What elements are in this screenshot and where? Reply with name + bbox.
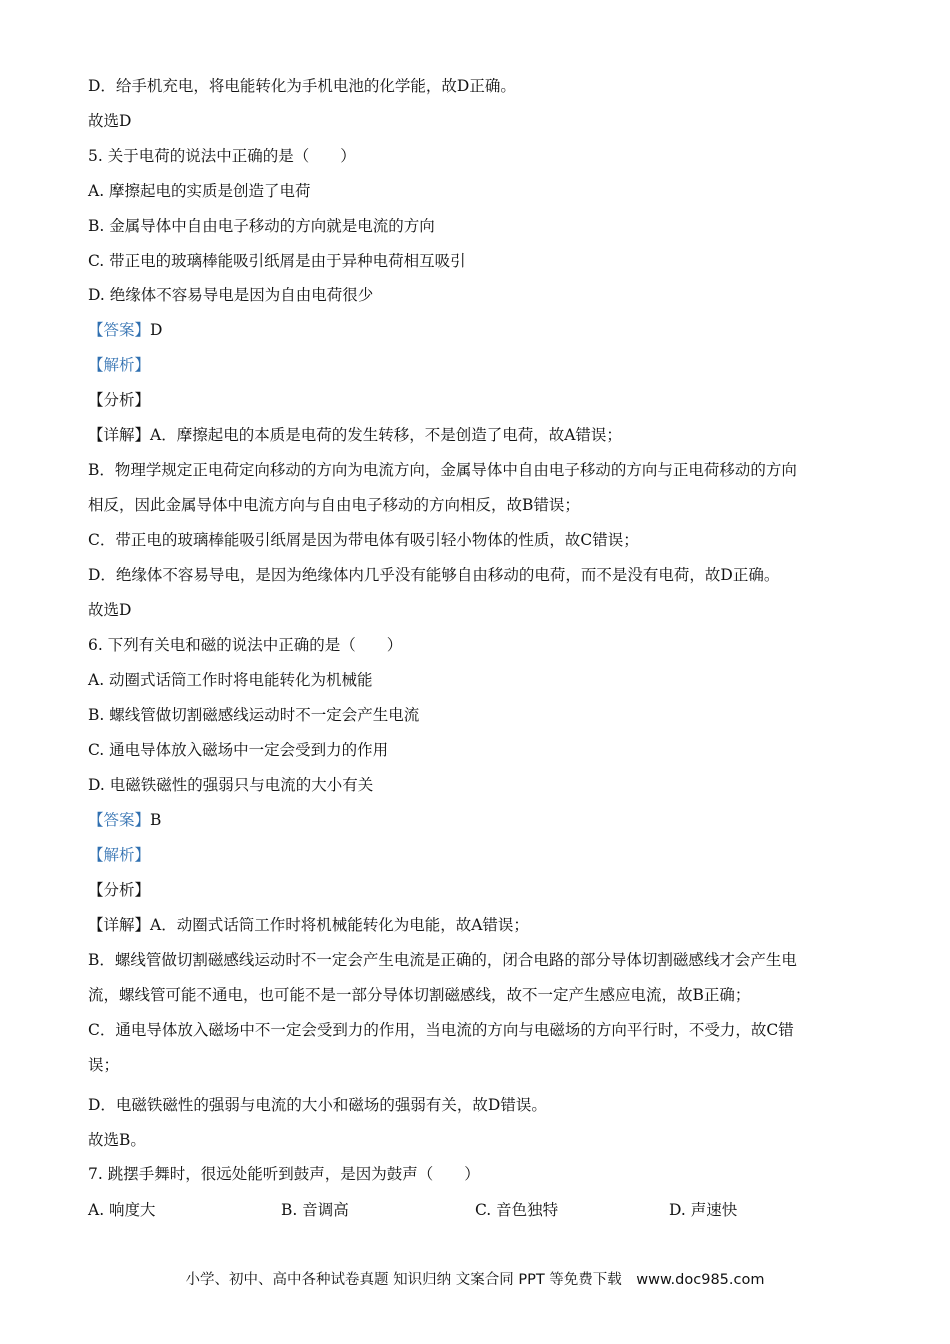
- text-line-l18: [88, 669, 373, 691]
- line-text: 故选B。: [88, 1131, 146, 1149]
- line-text: B: [150, 811, 162, 829]
- q7-option-c: C. 音色独特: [475, 1201, 559, 1219]
- line-text: B．物理学规定正电荷定向移动的方向为电流方向，金属导体中自由电子移动的方向与正电荷移动的方向: [88, 461, 797, 479]
- text-line-l23: [88, 844, 150, 866]
- text-line-l15: [88, 564, 779, 586]
- line-text: 【分析】: [88, 881, 151, 899]
- text-line-l9: [88, 354, 150, 376]
- q7-option-a: A. 响度大: [88, 1201, 156, 1219]
- text-line-l26: [88, 949, 797, 971]
- text-line-l7: [88, 284, 373, 306]
- line-text: 流，螺线管可能不通电，也可能不是一部分导体切割磁感线，故不一定产生感应电流，故B正确；: [88, 986, 751, 1004]
- line-text: 5. 关于电荷的说法中正确的是（ ）: [88, 147, 356, 165]
- line-text: 故选D: [88, 601, 132, 619]
- text-line-l16: [88, 599, 131, 621]
- text-line-l22: [88, 809, 161, 831]
- section-tag: 【解析】: [88, 846, 151, 864]
- line-text: 7. 跳摆手舞时，很远处能听到鼓声，是因为鼓声（ ）: [88, 1165, 480, 1183]
- line-text: 6. 下列有关电和磁的说法中正确的是（ ）: [88, 636, 403, 654]
- text-line-l5: [88, 215, 435, 237]
- line-text: 【详解】A．摩擦起电的本质是电荷的发生转移，不是创造了电荷，故A错误；: [88, 426, 622, 444]
- line-text: 【分析】: [88, 391, 151, 409]
- line-text: D．绝缘体不容易导电，是因为绝缘体内几乎没有能够自由移动的电荷，而不是没有电荷，故D正确。: [88, 566, 780, 584]
- line-text: C．带正电的玻璃棒能吸引纸屑是因为带电体有吸引轻小物体的性质，故C错误；: [88, 531, 639, 549]
- line-text: 【详解】A．动圈式话筒工作时将机械能转化为电能，故A错误；: [88, 916, 529, 934]
- text-line-l12: [88, 459, 797, 481]
- line-text: 故选D: [88, 112, 132, 130]
- q7-option-d: D. 声速快: [669, 1201, 738, 1219]
- text-line-l4: [88, 180, 311, 202]
- text-line-l10: [88, 389, 150, 411]
- section-tag: 【答案】: [88, 811, 151, 829]
- line-text: D. 绝缘体不容易导电是因为自由电荷很少: [88, 286, 374, 304]
- line-text: B. 金属导体中自由电子移动的方向就是电流的方向: [88, 217, 435, 235]
- line-text: D: [150, 321, 163, 339]
- line-text: D. 电磁铁磁性的强弱只与电流的大小有关: [88, 776, 374, 794]
- text-line-l14: [88, 529, 639, 551]
- text-line-l24: [88, 879, 150, 901]
- section-tag: 【答案】: [88, 321, 151, 339]
- text-line-l11: [88, 424, 622, 446]
- text-line-l2: [88, 110, 131, 132]
- line-text: D．电磁铁磁性的强弱与电流的大小和磁场的强弱有关，故D错误。: [88, 1096, 547, 1114]
- q7-option-b: B. 音调高: [281, 1201, 349, 1219]
- text-line-l28: [88, 1019, 794, 1041]
- text-line-l6: [88, 250, 466, 272]
- text-line-l25: [88, 914, 529, 936]
- section-tag: 【解析】: [88, 356, 151, 374]
- text-line-l20: [88, 739, 388, 761]
- page-footer: 小学、初中、高中各种试卷真题 知识归纳 文案合同 PPT 等免费下载 www.doc985.com: [185, 1272, 765, 1288]
- text-line-l1: [88, 75, 516, 97]
- line-text: B. 螺线管做切割磁感线运动时不一定会产生电流: [88, 706, 420, 724]
- line-text: A. 动圈式话筒工作时将电能转化为机械能: [88, 671, 373, 689]
- line-text: C. 带正电的玻璃棒能吸引纸屑是由于异种电荷相互吸引: [88, 252, 466, 270]
- text-line-l8: [88, 319, 162, 341]
- q7-options: [88, 1198, 848, 1220]
- text-line-l29: [88, 1054, 119, 1076]
- line-text: A. 摩擦起电的实质是创造了电荷: [88, 182, 311, 200]
- line-text: C. 通电导体放入磁场中一定会受到力的作用: [88, 741, 389, 759]
- line-text: 误；: [88, 1056, 120, 1074]
- text-line-l17: [88, 634, 402, 656]
- text-line-l21: [88, 774, 373, 796]
- line-text: D．给手机充电，将电能转化为手机电池的化学能，故D正确。: [88, 77, 516, 95]
- text-line-l19: [88, 704, 419, 726]
- text-line-l13: [88, 494, 580, 516]
- text-line-l32: [88, 1163, 480, 1185]
- line-text: C．通电导体放入磁场中不一定会受到力的作用，当电流的方向与电磁场的方向平行时，不受力，故C错: [88, 1021, 794, 1039]
- line-text: 相反，因此金属导体中电流方向与自由电子移动的方向相反，故B错误；: [88, 496, 580, 514]
- text-line-l27: [88, 984, 750, 1006]
- text-line-l30: [88, 1094, 547, 1116]
- line-text: B．螺线管做切割磁感线运动时不一定会产生电流是正确的，闭合电路的部分导体切割磁感线才会产生电: [88, 951, 797, 969]
- text-line-l31: [88, 1129, 146, 1151]
- text-line-l3: [88, 145, 356, 167]
